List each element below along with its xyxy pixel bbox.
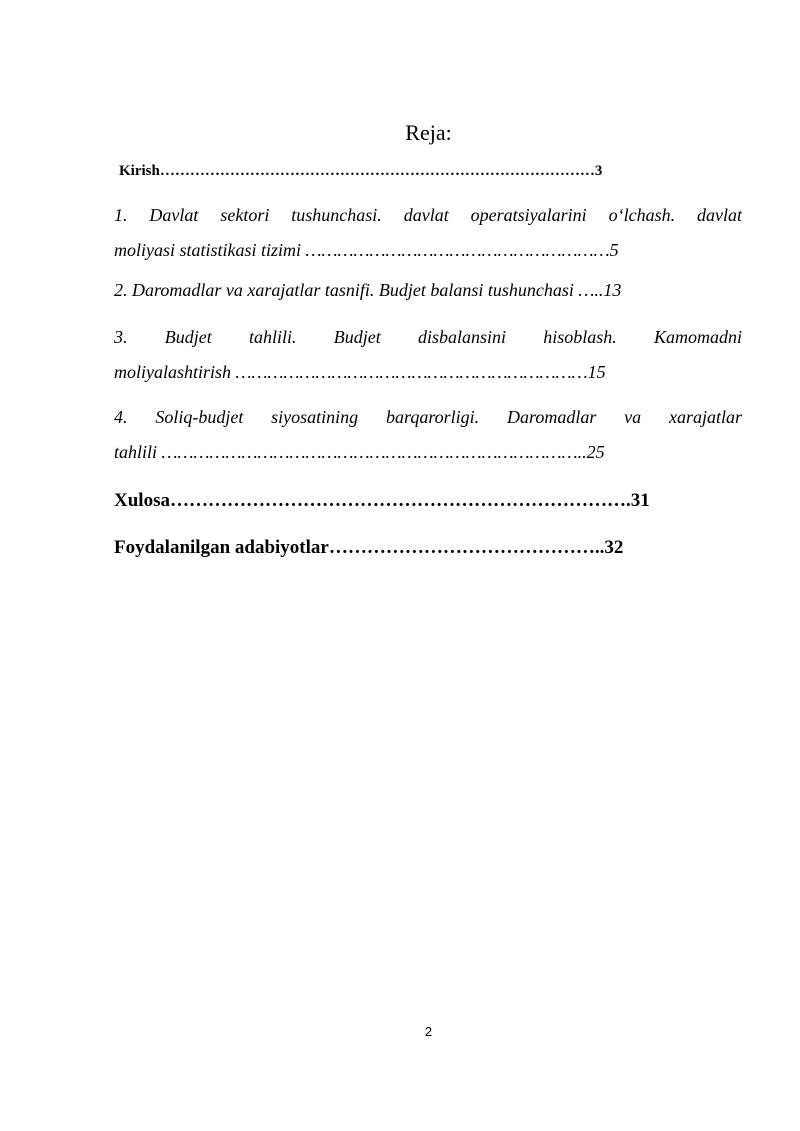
toc-item-1 xyxy=(114,198,742,268)
toc-item-4-line-1: 4. Soliq-budjet siyosatining barqarorligi. Daromadlar va xarajatlar xyxy=(114,407,742,427)
toc-item-2-text: 2. Daromadlar va xarajatlar tasnifi. Budjet balansi tushunchasi …..13 xyxy=(114,280,622,300)
toc-intro-entry xyxy=(119,160,729,182)
page-number: 2 xyxy=(424,1024,433,1039)
toc-item-3-line-2: moliyalashtirish …………………………………………………………15 xyxy=(114,362,606,382)
toc-item-3 xyxy=(114,320,742,390)
toc-item-1-line-2: moliyasi statistikasi tizimi …………………………………………………5 xyxy=(114,240,619,260)
toc-conclusion-entry xyxy=(114,487,742,515)
toc-intro-text: Kirish……………………………………………………………………………3 xyxy=(119,163,603,179)
toc-item-3-line-1: 3. Budjet tahlili. Budjet disbalansini hisoblash. Kamomadni xyxy=(114,327,742,347)
toc-conclusion-text: Xulosa……………………………………………………………….31 xyxy=(114,490,650,511)
page-title: Reja: xyxy=(405,120,452,145)
toc-references-entry xyxy=(114,534,742,562)
toc-references-text: Foydalanilgan adabiyotlar……………………………………..32 xyxy=(114,537,624,558)
toc-item-4 xyxy=(114,400,742,470)
toc-item-2 xyxy=(114,273,742,308)
toc-item-4-line-2: tahlili ……………………………………………………………………..25 xyxy=(114,442,605,462)
toc-item-1-line-1: 1. Davlat sektori tushunchasi. davlat operatsiyalarini o‘lchash. davlat xyxy=(114,205,742,225)
